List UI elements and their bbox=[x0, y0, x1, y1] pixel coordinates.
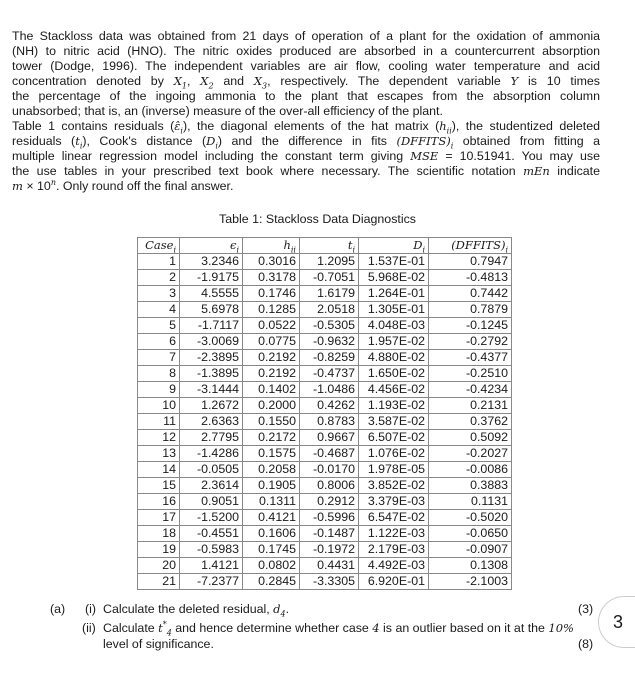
table-row bbox=[138, 558, 512, 574]
paragraph-line bbox=[12, 44, 600, 59]
table-cell: 0.1746 bbox=[243, 286, 300, 302]
table-cell: 0.2912 bbox=[300, 494, 359, 510]
table-cell: -0.8259 bbox=[300, 350, 359, 366]
table-cell: 6 bbox=[138, 334, 180, 350]
text-run: ), the diagonal elements of the hat matrix ( bbox=[182, 119, 440, 133]
page-number-tab[interactable]: 3 bbox=[598, 596, 635, 648]
table-cell: -0.5996 bbox=[300, 510, 359, 526]
table-cell: -0.2792 bbox=[429, 334, 512, 350]
table-cell: -0.1972 bbox=[300, 542, 359, 558]
table-cell: 2.7795 bbox=[180, 430, 243, 446]
table-cell: 0.1308 bbox=[429, 558, 512, 574]
math-symbol: $\epsilon_i$ bbox=[229, 238, 239, 255]
table-row bbox=[138, 494, 512, 510]
table-cell: 3 bbox=[138, 286, 180, 302]
table-cell: 4.048E-03 bbox=[359, 318, 429, 334]
table-cell: 1.6179 bbox=[300, 286, 359, 302]
text-run: is 10 times bbox=[518, 74, 600, 88]
text-run: the percentage of the ingoing ammonia to the plant that escapes from the absorption column bbox=[12, 89, 600, 103]
table-cell: -1.4286 bbox=[180, 446, 243, 462]
table-cell: 4 bbox=[138, 302, 180, 318]
table-row bbox=[138, 366, 512, 382]
table-cell: 0.3883 bbox=[429, 478, 512, 494]
table-cell: 19 bbox=[138, 542, 180, 558]
table-cell: 6.547E-02 bbox=[359, 510, 429, 526]
table-row bbox=[138, 254, 512, 270]
table-cell: 1.264E-01 bbox=[359, 286, 429, 302]
table-cell: -0.4737 bbox=[300, 366, 359, 382]
table-cell: 0.3016 bbox=[243, 254, 300, 270]
table-cell: 0.1550 bbox=[243, 414, 300, 430]
table-cell: 4.880E-02 bbox=[359, 350, 429, 366]
table-cell: 6.920E-01 bbox=[359, 574, 429, 590]
math-symbol: $t_i$ bbox=[75, 134, 83, 151]
table-row bbox=[138, 302, 512, 318]
table-row bbox=[138, 510, 512, 526]
table-cell: 0.5092 bbox=[429, 430, 512, 446]
paragraph-line bbox=[12, 29, 600, 44]
math-symbol: $D_i$ bbox=[413, 238, 425, 255]
table-cell: 2.0518 bbox=[300, 302, 359, 318]
table-row bbox=[138, 286, 512, 302]
table-cell: -0.4234 bbox=[429, 382, 512, 398]
table-cell: 3.587E-02 bbox=[359, 414, 429, 430]
text-run: Table 1 contains residuals ( bbox=[12, 119, 175, 133]
text-run: and bbox=[213, 74, 254, 88]
table-cell: -0.4687 bbox=[300, 446, 359, 462]
question-ii-text: Calculate $t^*_4$ and hence determine whether case 4 is an outlier based on it at the 10% bbox=[103, 620, 574, 638]
table-cell: 4.5555 bbox=[180, 286, 243, 302]
table-cell: 0.0802 bbox=[243, 558, 300, 574]
table-cell: -7.2377 bbox=[180, 574, 243, 590]
table-cell: 0.1905 bbox=[243, 478, 300, 494]
text-run: tower (Dodge, 1996). The independent variables are air flow, cooling water temperature and acid bbox=[12, 59, 600, 73]
table-header-row bbox=[138, 238, 512, 254]
text-run: the use tables in your prescribed text book where necessary. The scientific notation bbox=[12, 164, 524, 178]
paragraph-line bbox=[12, 59, 600, 74]
math-symbol: $t_i$ bbox=[347, 238, 355, 255]
text-run: ), Cook's distance ( bbox=[82, 134, 207, 148]
table-cell: 4.492E-03 bbox=[359, 558, 429, 574]
table-cell: -0.0170 bbox=[300, 462, 359, 478]
table-cell: 5.968E-02 bbox=[359, 270, 429, 286]
table-cell: 0.7947 bbox=[429, 254, 512, 270]
table-cell: 1.957E-02 bbox=[359, 334, 429, 350]
table-row bbox=[138, 446, 512, 462]
table-cell: 0.9051 bbox=[180, 494, 243, 510]
math-symbol: MSE bbox=[410, 149, 439, 163]
table-cell: -0.0086 bbox=[429, 462, 512, 478]
math-symbol: mEn bbox=[523, 164, 550, 178]
math-symbol: $\varepsilon̂_i$ bbox=[174, 119, 183, 136]
question-ii-label: (ii) bbox=[82, 621, 96, 635]
paragraph-line bbox=[12, 179, 600, 194]
table-cell: 1.193E-02 bbox=[359, 398, 429, 414]
table-row bbox=[138, 334, 512, 350]
table-cell: 12 bbox=[138, 430, 180, 446]
text-run: (NH) to nitric acid (HNO). The nitric oxides produced are absorbed in a countercurrent absorption bbox=[12, 44, 600, 58]
table-cell: 0.8783 bbox=[300, 414, 359, 430]
table-cell: -1.3895 bbox=[180, 366, 243, 382]
table-cell: 4.456E-02 bbox=[359, 382, 429, 398]
table-cell: 2.3614 bbox=[180, 478, 243, 494]
table-cell: 0.2131 bbox=[429, 398, 512, 414]
table-cell: 2.6363 bbox=[180, 414, 243, 430]
table-cell: -3.3305 bbox=[300, 574, 359, 590]
paragraph-line bbox=[12, 119, 600, 134]
table-cell: 0.0775 bbox=[243, 334, 300, 350]
text-run: residuals ( bbox=[12, 134, 76, 148]
math-symbol: $X_3$ bbox=[253, 74, 268, 91]
table-cell: 1.2095 bbox=[300, 254, 359, 270]
table-cell: 1.537E-01 bbox=[359, 254, 429, 270]
table-cell: -3.0069 bbox=[180, 334, 243, 350]
table-cell: 0.1745 bbox=[243, 542, 300, 558]
table-cell: 14 bbox=[138, 462, 180, 478]
column-header bbox=[300, 238, 359, 254]
table-cell: -0.5020 bbox=[429, 510, 512, 526]
text-run: unabsorbed; that is, an (inverse) measure of the over-all efficiency of the plant. bbox=[12, 104, 443, 118]
table-cell: 0.1131 bbox=[429, 494, 512, 510]
table-cell: 0.9667 bbox=[300, 430, 359, 446]
table-cell: 0.2172 bbox=[243, 430, 300, 446]
table-caption: Table 1: Stackloss Data Diagnostics bbox=[219, 212, 416, 226]
table-cell: 1.305E-01 bbox=[359, 302, 429, 318]
math-symbol: Y bbox=[510, 74, 519, 88]
table-row bbox=[138, 478, 512, 494]
table-cell: 0.7442 bbox=[429, 286, 512, 302]
table-cell: -0.0650 bbox=[429, 526, 512, 542]
table-cell: -0.9632 bbox=[300, 334, 359, 350]
math-symbol: m bbox=[12, 179, 23, 193]
table-row bbox=[138, 270, 512, 286]
text-run: = 10.51941. You may use bbox=[438, 149, 600, 163]
math-symbol: $(DFFITS)_i$ bbox=[396, 134, 454, 151]
table-cell: -0.1245 bbox=[429, 318, 512, 334]
table-row bbox=[138, 350, 512, 366]
table-cell: -0.7051 bbox=[300, 270, 359, 286]
table-row bbox=[138, 462, 512, 478]
table-cell: 3.379E-03 bbox=[359, 494, 429, 510]
table-cell: 1.076E-02 bbox=[359, 446, 429, 462]
math-symbol: Case$_i$ bbox=[145, 238, 176, 255]
column-header bbox=[243, 238, 300, 254]
paragraph-line bbox=[12, 74, 600, 89]
table-cell: -3.1444 bbox=[180, 382, 243, 398]
table-cell: 10 bbox=[138, 398, 180, 414]
math-symbol: $h_{ii}$ bbox=[283, 238, 296, 255]
math-symbol: n bbox=[50, 178, 56, 188]
table-cell: 1.650E-02 bbox=[359, 366, 429, 382]
table-cell: 2.179E-03 bbox=[359, 542, 429, 558]
table-cell: -0.5305 bbox=[300, 318, 359, 334]
table-cell: 6.507E-02 bbox=[359, 430, 429, 446]
question-i-text: Calculate the deleted residual, $d_4$. bbox=[103, 602, 290, 619]
table-cell: -0.2027 bbox=[429, 446, 512, 462]
table-cell: 0.1606 bbox=[243, 526, 300, 542]
table-cell: 0.1575 bbox=[243, 446, 300, 462]
table-cell: 0.1311 bbox=[243, 494, 300, 510]
table-cell: -0.0505 bbox=[180, 462, 243, 478]
text-run: ), the studentized deleted bbox=[451, 119, 600, 133]
table-cell: 0.3178 bbox=[243, 270, 300, 286]
table-cell: 20 bbox=[138, 558, 180, 574]
table-row bbox=[138, 542, 512, 558]
table-cell: -0.4813 bbox=[429, 270, 512, 286]
paragraph-line bbox=[12, 89, 600, 104]
table-cell: -1.7117 bbox=[180, 318, 243, 334]
text-run: × 10 bbox=[22, 179, 51, 193]
column-header bbox=[180, 238, 243, 254]
table-cell: -2.1003 bbox=[429, 574, 512, 590]
diagnostics-table bbox=[137, 237, 512, 590]
table-cell: 0.8006 bbox=[300, 478, 359, 494]
table-cell: 0.2845 bbox=[243, 574, 300, 590]
math-symbol: $X_1$ bbox=[173, 74, 187, 91]
question-part-label: (a) bbox=[50, 602, 66, 616]
table-cell: 0.0522 bbox=[243, 318, 300, 334]
paragraph-line bbox=[12, 104, 600, 119]
table-cell: 5 bbox=[138, 318, 180, 334]
table-cell: 0.4262 bbox=[300, 398, 359, 414]
paragraph-line bbox=[12, 134, 600, 149]
table-cell: 0.1285 bbox=[243, 302, 300, 318]
table-cell: 18 bbox=[138, 526, 180, 542]
paragraph-line bbox=[12, 149, 600, 164]
column-header bbox=[429, 238, 512, 254]
table-cell: 0.2192 bbox=[243, 366, 300, 382]
column-header bbox=[138, 238, 180, 254]
text-run: , bbox=[186, 74, 201, 88]
table-cell: 0.3762 bbox=[429, 414, 512, 430]
text-run: . Only round off the final answer. bbox=[55, 179, 234, 193]
table-row bbox=[138, 526, 512, 542]
table-cell: -1.0486 bbox=[300, 382, 359, 398]
math-symbol: $(DFFITS)_i$ bbox=[451, 238, 508, 255]
table-cell: -0.5983 bbox=[180, 542, 243, 558]
table-cell: 1.122E-03 bbox=[359, 526, 429, 542]
table-cell: 13 bbox=[138, 446, 180, 462]
table-cell: -0.4377 bbox=[429, 350, 512, 366]
math-symbol: $X_2$ bbox=[200, 74, 214, 91]
table-cell: -0.0907 bbox=[429, 542, 512, 558]
table-cell: 1.2672 bbox=[180, 398, 243, 414]
text-run: The Stackloss data was obtained from 21 days of operation of a plant for the oxidation of ammonia bbox=[12, 29, 600, 43]
table-cell: 17 bbox=[138, 510, 180, 526]
question-i-marks: (3) bbox=[578, 602, 594, 616]
text-run: multiple linear regression model including the constant term giving bbox=[12, 149, 411, 163]
table-cell: -0.1487 bbox=[300, 526, 359, 542]
intro-paragraph bbox=[12, 29, 600, 194]
question-ii-text-cont: level of significance. bbox=[103, 637, 214, 651]
math-symbol: $h_{ii}$ bbox=[439, 119, 452, 136]
table-cell: -0.2510 bbox=[429, 366, 512, 382]
table-cell: 0.4121 bbox=[243, 510, 300, 526]
table-cell: 3.2346 bbox=[180, 254, 243, 270]
table-cell: 2 bbox=[138, 270, 180, 286]
math-symbol: $D_i$ bbox=[206, 134, 218, 151]
table-cell: 7 bbox=[138, 350, 180, 366]
table-cell: 21 bbox=[138, 574, 180, 590]
text-run: obtained from fitting a bbox=[453, 134, 600, 148]
table-cell: -0.4551 bbox=[180, 526, 243, 542]
table-cell: 9 bbox=[138, 382, 180, 398]
table-row bbox=[138, 318, 512, 334]
paragraph-line bbox=[12, 164, 600, 179]
text-run: indicate bbox=[549, 164, 600, 178]
table-row bbox=[138, 382, 512, 398]
table-cell: 8 bbox=[138, 366, 180, 382]
table-cell: 5.6978 bbox=[180, 302, 243, 318]
text-run: ) and the difference in fits bbox=[217, 134, 397, 148]
table-cell: 3.852E-02 bbox=[359, 478, 429, 494]
table-cell: -1.9175 bbox=[180, 270, 243, 286]
question-ii-marks: (8) bbox=[578, 637, 594, 651]
table-row bbox=[138, 398, 512, 414]
table-cell: 16 bbox=[138, 494, 180, 510]
question-i-label: (i) bbox=[85, 602, 97, 616]
table-row bbox=[138, 430, 512, 446]
table-cell: 11 bbox=[138, 414, 180, 430]
table-cell: 0.1402 bbox=[243, 382, 300, 398]
table-cell: -2.3895 bbox=[180, 350, 243, 366]
table-cell: 15 bbox=[138, 478, 180, 494]
table-cell: -1.5200 bbox=[180, 510, 243, 526]
table-cell: 0.2192 bbox=[243, 350, 300, 366]
table-cell: 0.7879 bbox=[429, 302, 512, 318]
table-cell: 0.4431 bbox=[300, 558, 359, 574]
table-cell: 1.4121 bbox=[180, 558, 243, 574]
text-run: , respectively. The dependent variable bbox=[267, 74, 511, 88]
table-cell: 1 bbox=[138, 254, 180, 270]
column-header bbox=[359, 238, 429, 254]
text-run: concentration denoted by bbox=[12, 74, 174, 88]
table-row bbox=[138, 574, 512, 590]
table-cell: 0.2058 bbox=[243, 462, 300, 478]
table-row bbox=[138, 414, 512, 430]
table-cell: 1.978E-05 bbox=[359, 462, 429, 478]
table-cell: 0.2000 bbox=[243, 398, 300, 414]
